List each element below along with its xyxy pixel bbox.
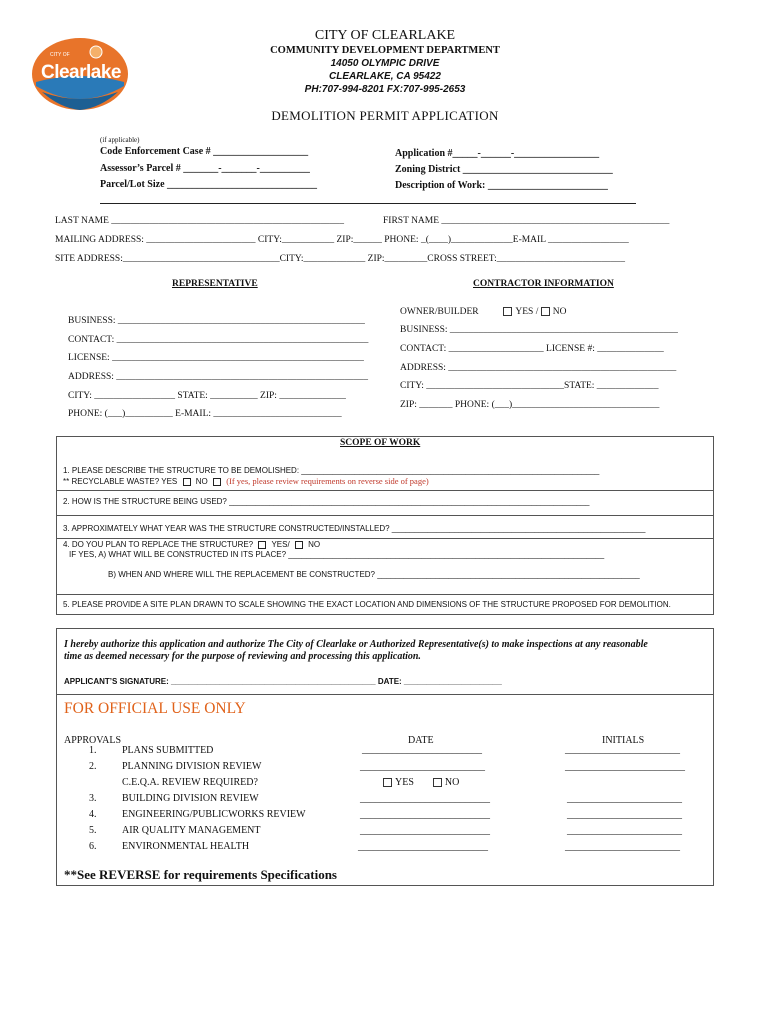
approval-label: AIR QUALITY MANAGEMENT (122, 825, 261, 836)
reverse-note: **See REVERSE for requirements Specifications (64, 867, 337, 882)
code-enforcement-field[interactable]: Code Enforcement Case # ___________________ (100, 146, 309, 157)
approval-label: PLANS SUBMITTED (122, 745, 214, 756)
recyclable-note: (If yes, please review requirements on reverse side of page) (226, 476, 429, 486)
scope-q1[interactable]: 1. PLEASE DESCRIBE THE STRUCTURE TO BE DEMOLISHED: ___________________________________________________________________ (63, 466, 600, 475)
approval-label: ENGINEERING/PUBLICWORKS REVIEW (122, 809, 306, 820)
approval-initials-field[interactable]: _______________________ (567, 809, 682, 820)
assessor-parcel-field[interactable]: Assessor’s Parcel # _______-_______-__________ (100, 163, 310, 174)
scope-heading: SCOPE OF WORK (340, 438, 421, 448)
ceqa-no-label: NO (444, 777, 460, 788)
approval-initials-field[interactable]: _______________________ (565, 744, 680, 755)
scope-q2[interactable]: 2. HOW IS THE STRUCTURE BEING USED? _________________________________________________________________________________ (63, 497, 590, 506)
approval-date-field[interactable]: ________________________ (362, 744, 482, 755)
zoning-district-field[interactable]: Zoning District ______________________________ (395, 164, 613, 175)
scope-q4a[interactable]: IF YES, A) WHAT WILL BE CONSTRUCTED IN ITS PLACE? _______________________________________________________________________ (69, 550, 605, 559)
recyclable-yes-checkbox[interactable] (183, 478, 191, 486)
contractor-heading: CONTRACTOR INFORMATION (473, 279, 614, 289)
approval-initials-field[interactable]: ________________________ (565, 761, 685, 772)
approval-initials-field[interactable]: _______________________ (567, 793, 682, 804)
official-use-heading: FOR OFFICIAL USE ONLY (64, 700, 246, 717)
scope-q3[interactable]: 3. APPROXIMATELY WHAT YEAR WAS THE STRUCTURE CONSTRUCTED/INSTALLED? _________________________________________________________ (63, 524, 646, 533)
ceqa-yes-checkbox[interactable] (383, 778, 392, 787)
logo-text: Clearlake (40, 62, 121, 83)
approval-date-field[interactable]: __________________________ (360, 809, 490, 820)
rep-city-field[interactable]: CITY: _________________ STATE: __________ ZIP: ______________ (68, 391, 346, 401)
scope-q4: 4. DO YOU PLAN TO REPLACE THE STRUCTURE? (63, 540, 256, 549)
authorization-text: I hereby authorize this application and authorize The City of Clearlake or Authorized Representative(s) to make inspections at any reasonable time as deemed necessary for the purpose of reviewing and processing this application. (64, 639, 648, 662)
recyclable-no-label: NO (193, 477, 210, 486)
approval-date-field[interactable]: _________________________ (360, 761, 485, 772)
mailing-address-field[interactable]: MAILING ADDRESS: _______________________ CITY:___________ ZIP:______ PHONE: _(____)_____________E-MAIL _________________ (55, 235, 629, 245)
rep-address-field[interactable]: ADDRESS: _____________________________________________________ (68, 372, 369, 382)
approval-label: PLANNING DIVISION REVIEW (122, 761, 262, 772)
recyclable-no-checkbox[interactable] (213, 478, 221, 486)
approval-label: BUILDING DIVISION REVIEW (122, 793, 259, 804)
approval-initials-field[interactable]: _______________________ (567, 825, 682, 836)
last-name-field[interactable]: LAST NAME _________________________________________________ (55, 216, 345, 226)
approval-date-field[interactable]: __________________________ (360, 825, 490, 836)
parcel-size-field[interactable]: Parcel/Lot Size ______________________________ (100, 179, 318, 190)
recyclable-label: ** RECYCLABLE WASTE? YES (63, 477, 180, 486)
if-applicable-note: (if applicable) (100, 136, 140, 144)
approval-label: C.E.Q.A. REVIEW REQUIRED? (122, 777, 258, 788)
initials-heading: INITIALS (602, 735, 645, 746)
logo-subtext: CITY OF (50, 52, 70, 58)
contractor-city-field[interactable]: CITY: _____________________________STATE: _____________ (400, 381, 659, 391)
replace-no-checkbox[interactable] (295, 541, 303, 549)
approval-label: ENVIRONMENTAL HEALTH (122, 841, 250, 852)
rep-contact-field[interactable]: CONTACT: _____________________________________________________ (68, 335, 369, 345)
site-address-field[interactable]: SITE ADDRESS:_________________________________CITY:_____________ ZIP:_________CROSS STREET:___________________________ (55, 254, 625, 264)
description-of-work-field[interactable]: Description of Work: ________________________ (395, 180, 608, 191)
representative-heading: REPRESENTATIVE (172, 279, 258, 289)
replace-no-label: NO (305, 540, 321, 549)
application-number-field[interactable]: Application #_____-______-_________________ (395, 148, 600, 159)
address-line-2: CLEARLAKE, CA 95422 (329, 71, 441, 82)
address-line-1: 14050 OLYMPIC DRIVE (330, 58, 440, 69)
contractor-business-field[interactable]: BUSINESS: ________________________________________________ (400, 325, 678, 335)
contractor-contact-field[interactable]: CONTACT: ____________________ LICENSE #: ______________ (400, 344, 664, 354)
signature-field[interactable]: APPLICANT’S SIGNATURE: ______________________________________________ DATE: ______________________ (64, 677, 502, 686)
ceqa-no-checkbox[interactable] (433, 778, 442, 787)
owner-no-checkbox[interactable] (541, 307, 550, 316)
page-title: DEMOLITION PERMIT APPLICATION (271, 108, 499, 123)
owner-yes-checkbox[interactable] (503, 307, 512, 316)
date-heading: DATE (408, 735, 434, 746)
replace-yes-label: YES/ (269, 540, 292, 549)
department-name: COMMUNITY DEVELOPMENT DEPARTMENT (270, 45, 500, 56)
contractor-zip-phone-field[interactable]: ZIP: _______ PHONE: (___)_______________________________ (400, 400, 660, 410)
rep-license-field[interactable]: LICENSE: _____________________________________________________ (68, 353, 364, 363)
owner-no-label: NO (552, 307, 567, 317)
owner-builder-label: OWNER/BUILDER (400, 307, 479, 317)
scope-q4b[interactable]: B) WHEN AND WHERE WILL THE REPLACEMENT BE CONSTRUCTED? ___________________________________________________________ (108, 570, 640, 579)
approvals-heading: APPROVALS (64, 735, 122, 746)
phone-fax: PH:707-994-8201 FX:707-995-2653 (304, 84, 466, 95)
ceqa-yes-label: YES (395, 777, 414, 788)
approval-date-field[interactable]: __________________________ (360, 793, 490, 804)
description-line[interactable] (100, 203, 636, 204)
approval-initials-field[interactable]: _______________________ (565, 841, 680, 852)
approval-date-field[interactable]: __________________________ (358, 841, 488, 852)
rep-business-field[interactable]: BUSINESS: ____________________________________________________ (68, 316, 365, 326)
city-logo (30, 36, 130, 112)
contractor-address-field[interactable]: ADDRESS: ________________________________________________ (400, 363, 677, 373)
owner-yes-label: YES / (515, 307, 541, 317)
scope-q5: 5. PLEASE PROVIDE A SITE PLAN DRAWN TO SCALE SHOWING THE EXACT LOCATION AND DIMENSIONS OF THE STRUCTURE PROPOSED FOR DEMOLITION. (63, 600, 671, 609)
replace-yes-checkbox[interactable] (258, 541, 266, 549)
rep-phone-field[interactable]: PHONE: (___)__________ E-MAIL: ___________________________ (68, 409, 342, 419)
city-name: CITY OF CLEARLAKE (314, 28, 456, 43)
first-name-field[interactable]: FIRST NAME ________________________________________________ (383, 216, 670, 226)
